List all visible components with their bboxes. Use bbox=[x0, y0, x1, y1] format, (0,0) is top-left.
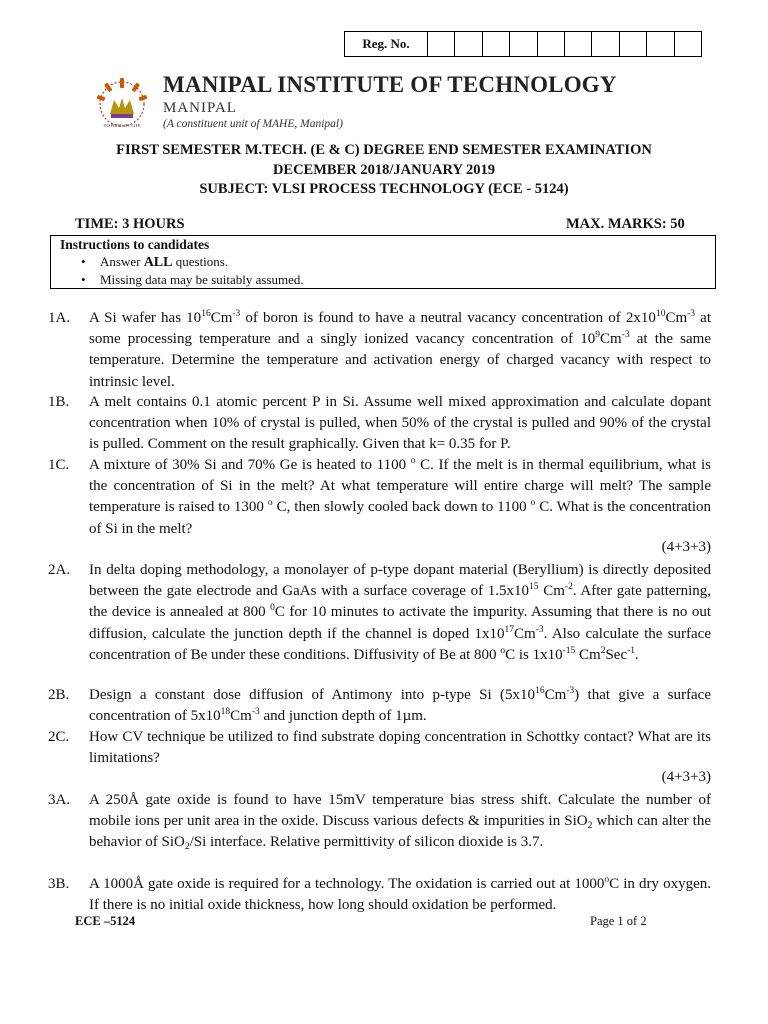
question-text: Design a constant dose diffusion of Antimony into p-type Si $(5x10^{16}Cm^{-3})$ that give a surface concentration of $5x10^{18}Cm^{-3}$ and junction depth of 1µm. bbox=[89, 686, 711, 725]
reg-no-cell[interactable] bbox=[538, 32, 565, 56]
marks-breakdown: (4+3+3) bbox=[661, 539, 711, 555]
reg-no-cell[interactable] bbox=[455, 32, 482, 56]
institute-name: MANIPAL INSTITUTE OF TECHNOLOGY bbox=[163, 72, 617, 97]
instruction-text: Missing data may be suitably assumed. bbox=[100, 272, 304, 287]
bullet-icon: • bbox=[81, 272, 86, 287]
instructions-box bbox=[50, 235, 716, 289]
question-text: A mixture of 30% Si and 70% Ge is heated to 1100 $^o$ C. If the melt is in thermal equilibrium, what is the concentration of Si in the melt? At what temperature will entire charge will melt? The sample temperature is raised to 1300 $^o$ C, then slowly cooled back down to 1100 $^o$ C. What is the concentration of Si in the melt? bbox=[89, 456, 711, 537]
bullet-icon: • bbox=[81, 254, 86, 269]
exam-title: FIRST SEMESTER M.TECH. (E & C) DEGREE END SEMESTER EXAMINATION bbox=[116, 142, 652, 158]
footer-course-code: ECE –5124 bbox=[75, 914, 136, 928]
question-text: A melt contains 0.1 atomic percent P in Si. Assume well mixed approximation and calculate dopant concentration when 10% of crystal is pulled, when 50% of the crystal is pulled and 90% of the crystal is pulled. Comment on the result graphically. Given that k= 0.35 for P. bbox=[89, 394, 711, 453]
reg-no-cell[interactable] bbox=[510, 32, 537, 56]
instruction-item bbox=[81, 272, 304, 288]
marks-breakdown: (4+3+3) bbox=[661, 769, 711, 785]
exam-max-marks: MAX. MARKS: 50 bbox=[566, 216, 685, 232]
instructions-title: Instructions to candidates bbox=[60, 237, 210, 252]
reg-no-box bbox=[344, 31, 702, 57]
reg-no-cell[interactable] bbox=[620, 32, 647, 56]
exam-subject: SUBJECT: VLSI PROCESS TECHNOLOGY (ECE - 5124) bbox=[199, 181, 569, 197]
svg-text:INSPIRED BY LIFE: INSPIRED BY LIFE bbox=[103, 123, 141, 128]
question-text: In delta doping methodology, a monolayer of p-type dopant material (Beryllium) is directly deposited between the gate electrode and GaAs with a surface coverage of $1.5x10^{15}$ $Cm^{-2}$. After gate patterning, the device is annealed at 800 $^0$C for 10 minutes to activate the impurity. Assuming that there is no out diffusion, calculate the junction depth if the channel is doped $1x10^{17}Cm^{-3}$. Also calculate the surface concentration of Be under these conditions. Diffusivity of Be at 800 $^o$C is $1x10^{-15}$ Cm$^2$Sec$^{-1}$. bbox=[89, 562, 711, 663]
question-text: A 1000Å gate oxide is required for a technology. The oxidation is carried out at 1000$^o$C in dry oxygen. If there is no initial oxide thickness, how long should oxidation be performed. bbox=[89, 875, 711, 914]
reg-no-cell[interactable] bbox=[483, 32, 510, 56]
reg-no-cell[interactable] bbox=[428, 32, 455, 56]
footer-page-number: Page 1 of 2 bbox=[590, 914, 647, 928]
reg-no-cell[interactable] bbox=[675, 32, 701, 56]
reg-no-cell[interactable] bbox=[592, 32, 619, 56]
question-text: A 250Å gate oxide is found to have 15mV temperature bias stress shift. Calculate the number of mobile ions per unit area in the oxide. Discuss various defects & impurities in SiO$_2$ which can alter the behavior of SiO$_2$/Si interface. Relative permittivity of silicon dioxide is 3.7. bbox=[89, 792, 711, 853]
question-text: How CV technique be utilized to find substrate doping concentration in Schottky contact? What are its limitations? bbox=[89, 729, 711, 767]
institute-constituent: (A constituent unit of MAHE, Manipal) bbox=[163, 118, 343, 130]
exam-session: DECEMBER 2018/JANUARY 2019 bbox=[272, 162, 496, 178]
reg-no-cell[interactable] bbox=[565, 32, 592, 56]
instruction-item: • Answer ALL questions. bbox=[81, 254, 229, 270]
institute-city: MANIPAL bbox=[163, 100, 237, 116]
exam-time: TIME: 3 HOURS bbox=[75, 216, 185, 232]
reg-no-label: Reg. No. bbox=[345, 32, 428, 56]
institute-logo-icon bbox=[94, 74, 150, 130]
question-text: A Si wafer has $10^{16}Cm^{-3}$ of boron is found to have a neutral vacancy concentration of $2x10^{10}Cm^{-3}$ at some processing temperature and a singly ionized vacancy concentration of $10^9Cm^{-3}$ at the same temperature. Determine the temperature and activation energy of charged vacancy with respect to intrinsic level. bbox=[89, 309, 712, 390]
reg-no-cell[interactable] bbox=[647, 32, 674, 56]
